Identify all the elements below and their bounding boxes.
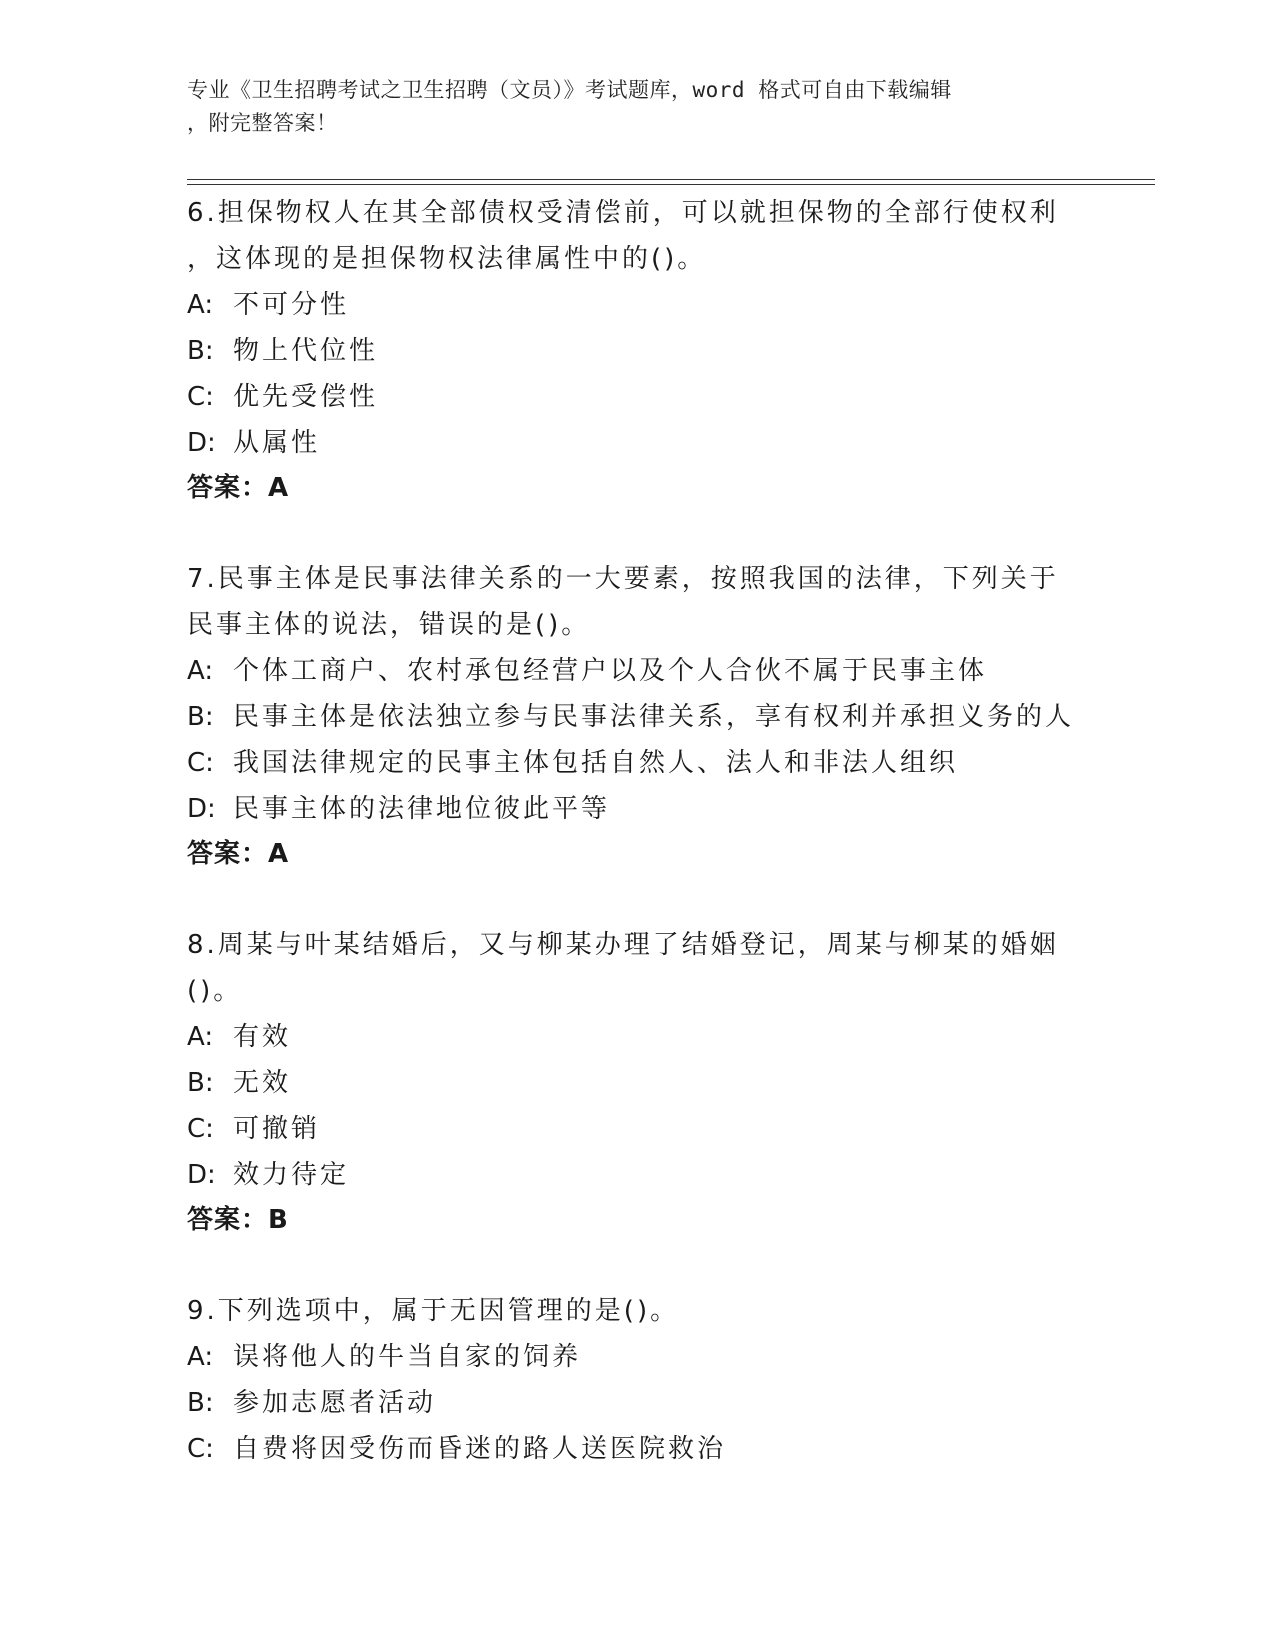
option-key: D: — [187, 1160, 216, 1190]
question-block — [187, 922, 1087, 1242]
option-text: 误将他人的牛当自家的饲养 — [233, 1342, 582, 1372]
answer-label: 答案：B — [187, 1205, 289, 1235]
answer-option — [187, 1014, 1087, 1060]
option-key: B: — [187, 702, 214, 732]
option-text: 无效 — [233, 1068, 292, 1098]
option-text: 民事主体的法律地位彼此平等 — [233, 794, 611, 824]
answer-label: 答案：A — [187, 839, 290, 869]
header-line-1: 专业《卫生招聘考试之卫生招聘（文员）》考试题库，word 格式可自由下载编辑 — [187, 78, 952, 102]
option-key: D: — [187, 428, 216, 458]
option-text: 民事主体是依法独立参与民事法律关系，享有权利并承担义务的人 — [233, 702, 1075, 732]
option-text: 不可分性 — [233, 290, 350, 320]
option-key: A: — [187, 656, 214, 686]
option-key: C: — [187, 1434, 214, 1464]
answer-option — [187, 1106, 1087, 1152]
answer-option — [187, 740, 1087, 786]
option-text: 物上代位性 — [233, 336, 379, 366]
option-key: B: — [187, 1068, 214, 1098]
option-text: 我国法律规定的民事主体包括自然人、法人和非法人组织 — [233, 748, 959, 778]
option-text: 个体工商户、农村承包经营户以及个人合伙不属于民事主体 — [233, 656, 988, 686]
question-block — [187, 190, 1087, 510]
option-key: A: — [187, 1342, 214, 1372]
option-key: C: — [187, 1114, 214, 1144]
option-text: 从属性 — [233, 428, 321, 458]
option-key: B: — [187, 336, 214, 366]
header-divider-bottom — [187, 184, 1155, 185]
question-text: 7.民事主体是民事法律关系的一大要素，按照我国的法律，下列关于 — [187, 564, 1059, 594]
option-text: 参加志愿者活动 — [233, 1388, 437, 1418]
answer-option — [187, 1426, 1087, 1472]
option-text: 自费将因受伤而昏迷的路人送医院救治 — [233, 1434, 727, 1464]
answer-label: 答案：A — [187, 473, 290, 503]
answer-option — [187, 1152, 1087, 1198]
question-text: 6.担保物权人在其全部债权受清偿前，可以就担保物的全部行使权利 — [187, 198, 1059, 228]
question-text: 9.下列选项中，属于无因管理的是()。 — [187, 1296, 680, 1326]
option-text: 有效 — [233, 1022, 292, 1052]
option-key: A: — [187, 290, 214, 320]
question-text: 8.周某与叶某结婚后，又与柳某办理了结婚登记，周某与柳某的婚姻 — [187, 930, 1059, 960]
answer-option — [187, 374, 1087, 420]
question-text: ，这体现的是担保物权法律属性中的()。 — [187, 244, 707, 274]
option-text: 效力待定 — [233, 1160, 350, 1190]
answer-option — [187, 648, 1087, 694]
question-text: 民事主体的说法，错误的是()。 — [187, 610, 591, 640]
header-line-2: ，附完整答案！ — [187, 111, 338, 135]
option-key: C: — [187, 748, 214, 778]
answer-option — [187, 1380, 1087, 1426]
question-list — [187, 190, 1087, 1518]
option-key: C: — [187, 382, 214, 412]
option-text: 优先受偿性 — [233, 382, 379, 412]
question-block — [187, 556, 1087, 876]
option-key: A: — [187, 1022, 214, 1052]
answer-option — [187, 786, 1087, 832]
answer-option — [187, 1334, 1087, 1380]
option-key: B: — [187, 1388, 214, 1418]
option-text: 可撤销 — [233, 1114, 321, 1144]
option-key: D: — [187, 794, 216, 824]
answer-option — [187, 328, 1087, 374]
answer-option — [187, 420, 1087, 466]
document-header — [187, 74, 1067, 140]
answer-option — [187, 694, 1087, 740]
answer-option — [187, 282, 1087, 328]
answer-option — [187, 1060, 1087, 1106]
question-text: ()。 — [187, 976, 243, 1006]
question-block — [187, 1288, 1087, 1472]
header-divider-top — [187, 179, 1155, 180]
